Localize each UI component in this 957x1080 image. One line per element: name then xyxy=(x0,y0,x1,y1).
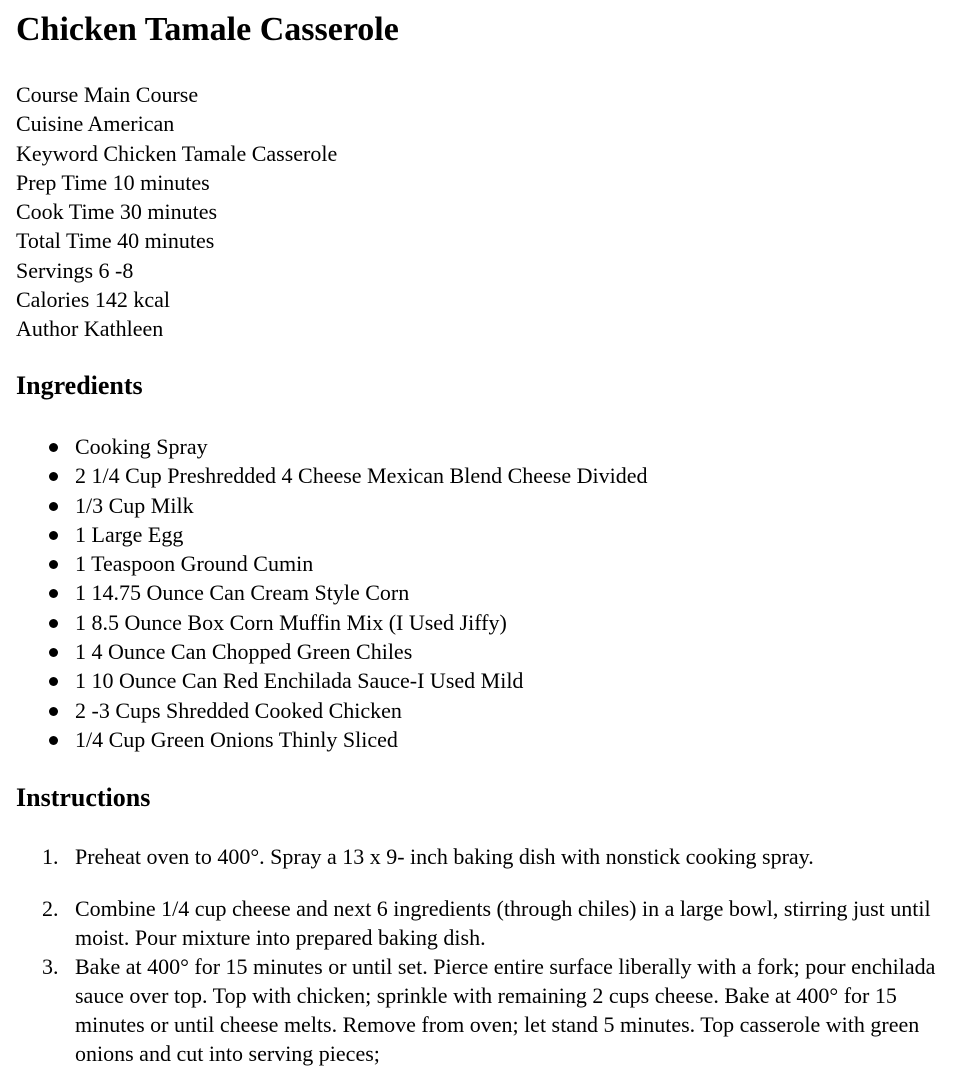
instruction-step xyxy=(16,952,946,1068)
meta-author: Author Kathleen xyxy=(16,316,164,342)
ingredient-item xyxy=(16,696,647,725)
ingredient-item xyxy=(16,608,647,637)
ingredient-item xyxy=(16,461,647,490)
step-number: 3. xyxy=(42,954,59,979)
step-text: Preheat oven to 400°. Spray a 13 x 9- inch baking dish with nonstick cooking spray. xyxy=(75,844,814,869)
ingredient-item xyxy=(16,432,647,461)
ingredient-text: 1 Large Egg xyxy=(75,521,184,547)
step-text: Combine 1/4 cup cheese and next 6 ingredients (through chiles) in a large bowl, stirring just until moist. Pour mixture into prepared baking dish. xyxy=(75,896,931,950)
instructions-list xyxy=(16,842,946,1068)
instructions-heading: Instructions xyxy=(16,783,151,812)
ingredients-list xyxy=(16,432,647,754)
ingredient-item xyxy=(16,549,647,578)
ingredient-text: 1 10 Ounce Can Red Enchilada Sauce-I Used Mild xyxy=(75,668,524,694)
bullet-icon xyxy=(49,648,58,657)
meta-prep-time: Prep Time 10 minutes xyxy=(16,169,210,195)
ingredients-heading: Ingredients xyxy=(16,371,143,400)
ingredient-text: 2 1/4 Cup Preshredded 4 Cheese Mexican Blend Cheese Divided xyxy=(75,463,648,489)
meta-keyword: Keyword Chicken Tamale Casserole xyxy=(16,140,338,166)
bullet-icon xyxy=(49,443,58,452)
step-number: 2. xyxy=(42,896,59,921)
ingredient-text: 1 14.75 Ounce Can Cream Style Corn xyxy=(75,580,410,606)
ingredient-item xyxy=(16,666,647,695)
step-text: Bake at 400° for 15 minutes or until set. Pierce entire surface liberally with a fork; pour enchilada sauce over top. Top with chicken; sprinkle with remaining 2 cups cheese. Bake at 400° for 15 minutes or until cheese melts. Remove from oven; let stand 5 minutes. Top casserole with green onions and cut into serving pieces; xyxy=(75,954,936,1066)
instruction-step xyxy=(16,894,946,952)
meta-servings: Servings 6 -8 xyxy=(16,257,134,283)
meta-cuisine: Cuisine American xyxy=(16,111,175,137)
bullet-icon xyxy=(49,707,58,716)
bullet-icon xyxy=(49,560,58,569)
meta-total-time: Total Time 40 minutes xyxy=(16,228,215,254)
step-number: 1. xyxy=(42,844,59,869)
ingredient-item xyxy=(16,491,647,520)
ingredient-item xyxy=(16,520,647,549)
instruction-step xyxy=(16,842,946,871)
ingredient-text: 1 8.5 Ounce Box Corn Muffin Mix (I Used Jiffy) xyxy=(75,609,507,635)
recipe-meta xyxy=(16,80,337,344)
meta-course: Course Main Course xyxy=(16,82,199,107)
ingredient-text: 1 Teaspoon Ground Cumin xyxy=(75,551,314,577)
ingredient-item xyxy=(16,725,647,754)
bullet-icon xyxy=(49,589,58,598)
meta-calories: Calories 142 kcal xyxy=(16,287,170,313)
bullet-icon xyxy=(49,736,58,745)
bullet-icon xyxy=(49,531,58,540)
ingredient-item xyxy=(16,578,647,607)
meta-cook-time: Cook Time 30 minutes xyxy=(16,199,218,225)
ingredient-text: 1 4 Ounce Can Chopped Green Chiles xyxy=(75,639,413,665)
ingredient-text: 2 -3 Cups Shredded Cooked Chicken xyxy=(75,697,402,723)
ingredient-text: Cooking Spray xyxy=(75,434,208,459)
ingredient-item xyxy=(16,637,647,666)
ingredient-text: 1/3 Cup Milk xyxy=(75,492,194,518)
bullet-icon xyxy=(49,502,58,511)
bullet-icon xyxy=(49,472,58,481)
ingredient-text: 1/4 Cup Green Onions Thinly Sliced xyxy=(75,726,398,752)
recipe-title: Chicken Tamale Casserole xyxy=(16,11,399,48)
bullet-icon xyxy=(49,619,58,628)
bullet-icon xyxy=(49,677,58,686)
